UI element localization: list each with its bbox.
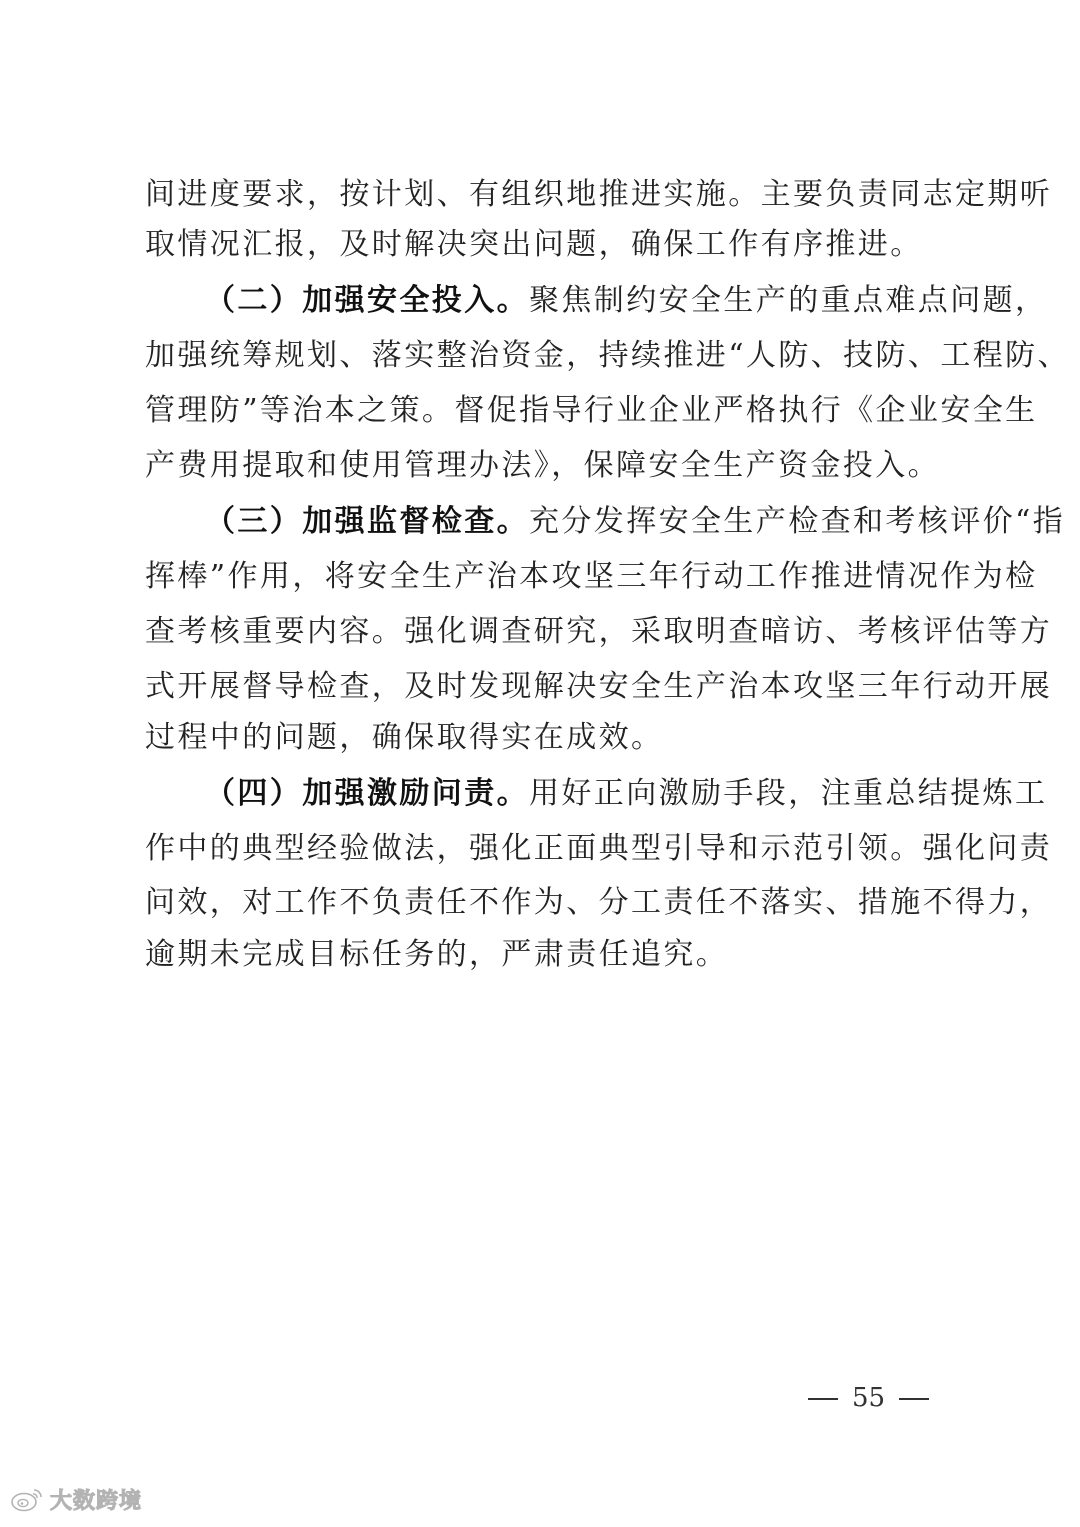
line-text: 过程中的问题，确保取得实在成效。 xyxy=(145,720,664,755)
line-text: 管理防”等治本之策。督促指导行业企业严格执行《企业安全生 xyxy=(145,393,1038,428)
page-number-dash-left xyxy=(808,1398,838,1400)
line-text: 用好正向激励手段，注重总结提炼工 xyxy=(529,776,1048,811)
body-line xyxy=(145,667,1053,707)
body-line xyxy=(145,883,1053,923)
line-text: 问效，对工作不负责任不作为、分工责任不落实、措施不得力， xyxy=(145,885,1053,920)
watermark xyxy=(10,1482,142,1516)
line-text: 加强统筹规划、落实整治资金，持续推进“人防、技防、工程防、 xyxy=(145,338,1070,373)
line-text: 充分发挥安全生产检查和考核评价“指 xyxy=(529,504,1066,539)
section-heading-line xyxy=(205,774,1048,814)
page-number-value: 55 xyxy=(852,1383,886,1413)
body-line xyxy=(145,718,945,758)
weibo-logo-icon xyxy=(10,1485,44,1513)
body-line xyxy=(145,175,1053,215)
body-line xyxy=(145,336,1070,376)
line-text: 间进度要求，按计划、有组织地推进实施。主要负责同志定期听 xyxy=(145,177,1053,212)
line-text: 取情况汇报，及时解决突出问题，确保工作有序推进。 xyxy=(145,227,923,262)
line-text: 式开展督导检查，及时发现解决安全生产治本攻坚三年行动开展 xyxy=(145,669,1053,704)
body-line xyxy=(145,612,1053,652)
body-line xyxy=(145,935,945,975)
line-text: 聚焦制约安全生产的重点难点问题， xyxy=(529,283,1048,318)
body-line xyxy=(145,557,1038,597)
line-text: 查考核重要内容。强化调查研究，采取明查暗访、考核评估等方 xyxy=(145,614,1053,649)
line-text: 逾期未完成目标任务的，严肃责任追究。 xyxy=(145,937,729,972)
line-text: 产费用提取和使用管理办法》，保障安全生产资金投入。 xyxy=(145,448,940,483)
section-heading: （四）加强激励问责。 xyxy=(205,776,529,811)
page-number xyxy=(808,1381,928,1415)
watermark-text: 大数跨境 xyxy=(50,1488,143,1514)
body-line xyxy=(145,225,945,265)
body-line xyxy=(145,829,1053,869)
section-heading: （三）加强监督检查。 xyxy=(205,504,529,539)
body-line xyxy=(145,391,1038,431)
page-number-dash-right xyxy=(899,1398,929,1400)
section-heading-line xyxy=(205,502,1066,542)
line-text: 作中的典型经验做法，强化正面典型引导和示范引领。强化问责 xyxy=(145,831,1053,866)
line-text: 挥棒”作用，将安全生产治本攻坚三年行动工作推进情况作为检 xyxy=(145,559,1038,594)
section-heading: （二）加强安全投入。 xyxy=(205,283,529,318)
body-line xyxy=(145,446,945,486)
section-heading-line xyxy=(205,281,1048,321)
